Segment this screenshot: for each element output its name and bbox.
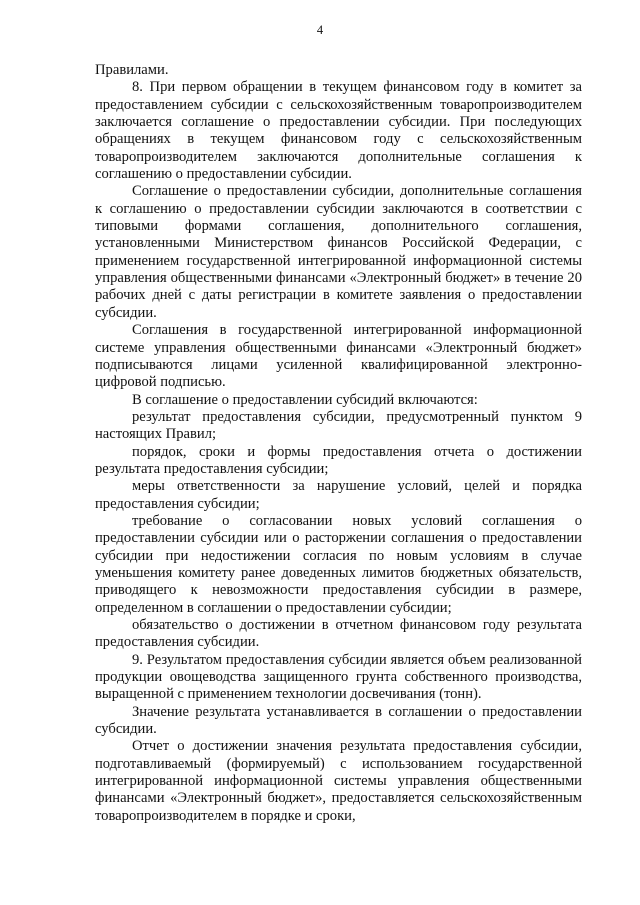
paragraph-item-8: 8. При первом обращении в текущем финансовом году в комитет за предоставлением субсидии с сельскохозяйственным товаропроизводителем заключается соглашение о предоставлении субсидии. При последующих обращениях в текущем финансовом году с сельскохозяйственным товаропроизводителем заключаются дополнительные соглашения к соглашению о предоставлении субсидии. xyxy=(95,79,582,183)
paragraph-continuation: Правилами. xyxy=(95,62,169,78)
paragraph-report: Отчет о достижении значения результата предоставления субсидии, подготавливаемый (формируемый) с использованием государственной интегрированной информационной системы управления общественными финансами «Электронный бюджет», предоставляется сельскохозяйственным товаропроизводителем в порядке и сроки, xyxy=(95,738,582,824)
paragraph-result-value: Значение результата устанавливается в соглашении о предоставлении субсидии. xyxy=(95,703,582,738)
paragraph-item-9: 9. Результатом предоставления субсидии является объем реализованной продукции овощеводства защищенного грунта собственного производства, выращенной с применением технологии досвечивания (тонн). xyxy=(95,651,582,703)
page-number: 4 xyxy=(316,23,324,37)
document-body xyxy=(95,62,582,825)
paragraph-signature: Соглашения в государственной интегрированной информационной системе управления общественными финансами «Электронный бюджет» подписываются лицами усиленной квалифицированной электронно-цифровой подписью. xyxy=(95,322,582,391)
list-item-result: результат предоставления субсидии, предусмотренный пунктом 9 настоящих Правил; xyxy=(95,408,582,443)
list-item-obligation: обязательство о достижении в отчетном финансовом году результата предоставления субсидии. xyxy=(95,617,582,651)
list-item-reporting: порядок, сроки и формы предоставления отчета о достижении результата предоставления субсидии; xyxy=(95,443,582,477)
paragraph-agreement-includes: В соглашение о предоставлении субсидий включаются: xyxy=(132,391,478,408)
list-item-responsibility: меры ответственности за нарушение условий, целей и порядка предоставления субсидии; xyxy=(95,478,582,512)
paragraph-agreement-forms: Соглашение о предоставлении субсидии, дополнительные соглашения к соглашению о предоставлении субсидии заключаются в соответствии с типовыми формами соглашения, дополнительного соглашения, установленными Министерством финансов Российской Федерации, с применением государственной интегрированной информационной системы управления общественными финансами «Электронный бюджет» в течение 20 рабочих дней с даты регистрации в комитете заявления о предоставлении субсидии. xyxy=(95,183,582,321)
list-item-new-conditions: требование о согласовании новых условий соглашения о предоставлении субсидии или о расторжении соглашения о предоставлении субсидии при недостижении согласия по новым условиям в случае уменьшения комитету ранее доведенных лимитов бюджетных обязательств, приводящего к невозможности предоставления субсидии в размере, определенном в соглашении о предоставлении субсидии; xyxy=(95,512,582,616)
